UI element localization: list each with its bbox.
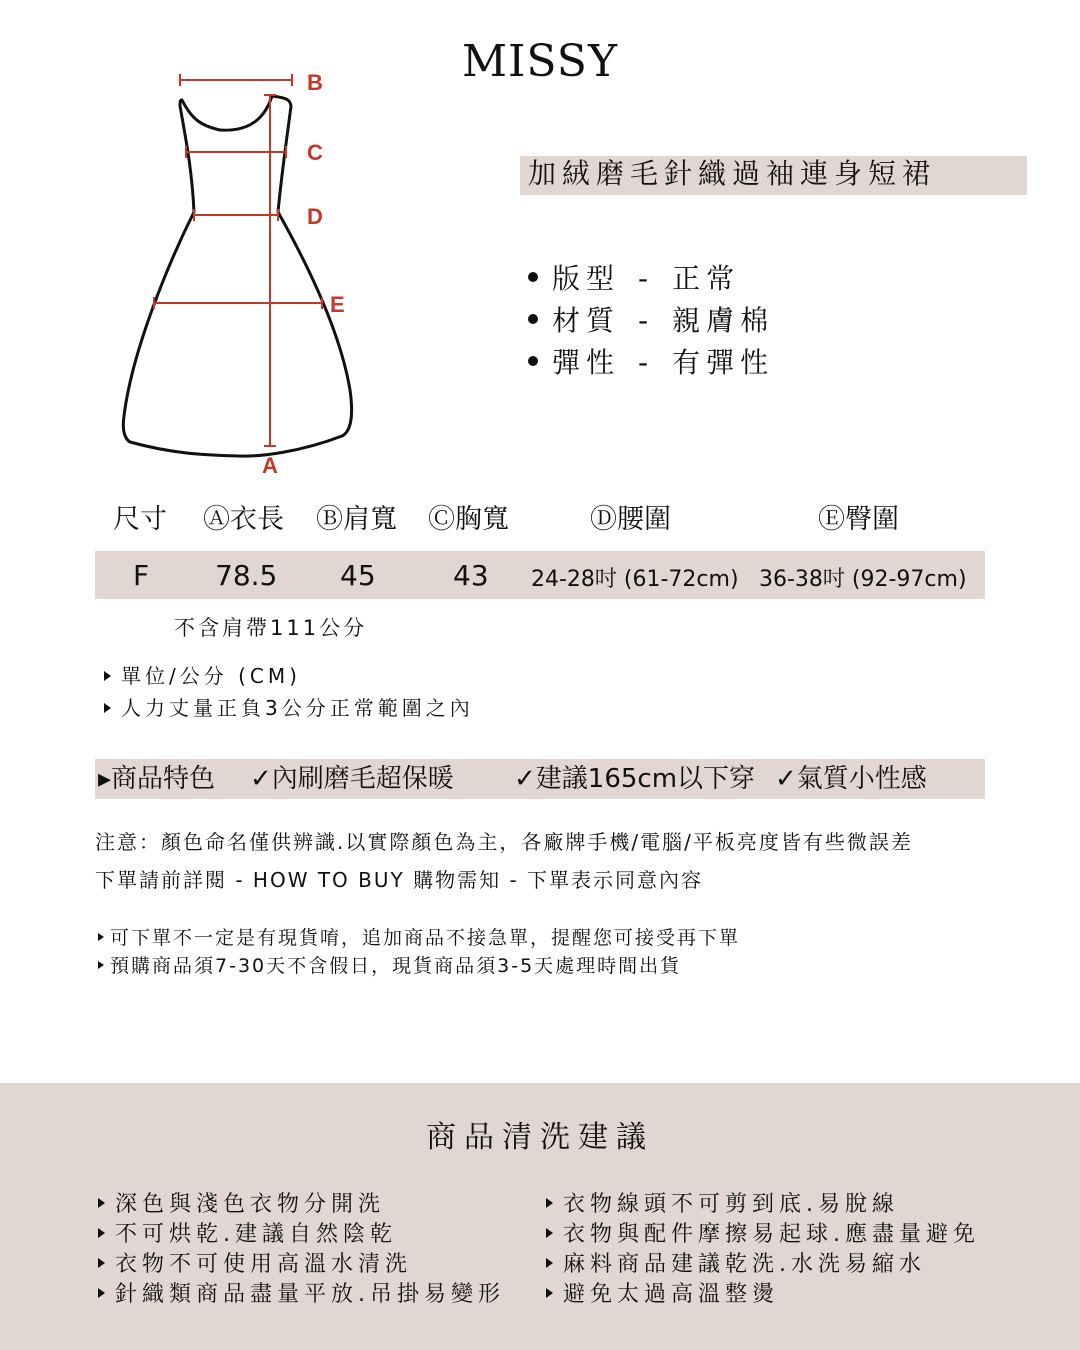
features-label: ▸商品特色 <box>98 764 216 794</box>
product-title: 加絨磨毛針織過袖連身短裙 <box>528 157 937 190</box>
triangle-bullet-icon <box>104 671 111 681</box>
list-item: 針織類商品盡量平放.吊掛易變形 <box>98 1280 505 1310</box>
label-d: D <box>307 204 323 229</box>
triangle-bullet-icon <box>546 1228 553 1238</box>
size-header-chest: Ⓒ胸寬 <box>428 504 509 535</box>
label-a: A <box>262 453 278 478</box>
triangle-bullet-icon <box>98 1288 105 1298</box>
list-item: 避免太過高溫整燙 <box>546 1280 980 1310</box>
list-item: 預購商品須7-30天不含假日，現貨商品須3-5天處理時間出貨 <box>98 952 740 980</box>
feature-item-2: ✓建議165cm以下穿 <box>514 764 756 794</box>
list-item: 不可烘乾.建議自然陰乾 <box>98 1220 505 1250</box>
size-header-hip: Ⓔ臀圍 <box>818 504 899 535</box>
brand-logo: MISSY <box>462 36 618 87</box>
wash-list-right <box>546 1190 980 1310</box>
dress-measurement-diagram <box>110 60 370 480</box>
property-item: 材質 - 親膚棉 <box>528 300 774 342</box>
list-item: 可下單不一定是有現貨唷，追加商品不接急單，提醒您可接受再下單 <box>98 924 740 952</box>
property-item: 彈性 - 有彈性 <box>528 342 774 384</box>
size-header-waist: Ⓓ腰圍 <box>590 504 671 535</box>
triangle-bullet-icon <box>546 1258 553 1268</box>
measure-line-a <box>264 95 276 446</box>
list-item: 深色與淺色衣物分開洗 <box>98 1190 505 1220</box>
feature-item-3: ✓氣質小性感 <box>775 764 927 794</box>
list-item: 麻料商品建議乾洗.水洗易縮水 <box>546 1250 980 1280</box>
wash-title: 商品清洗建議 <box>426 1120 654 1155</box>
size-header-shoulder: Ⓑ肩寬 <box>316 504 397 535</box>
measure-line-e <box>154 297 322 309</box>
feature-item-1: ✓內刷磨毛超保暖 <box>250 764 454 794</box>
size-header-length: Ⓐ衣長 <box>203 504 284 535</box>
size-cell-length: 78.5 <box>215 559 278 592</box>
list-item: 單位/公分 (CM) <box>104 660 474 692</box>
how-to-buy-notice: 下單請前詳閱 - HOW TO BUY 購物需知 - 下單表示同意內容 <box>95 868 704 892</box>
bullet-icon <box>528 356 538 366</box>
triangle-bullet-icon <box>546 1288 553 1298</box>
property-item: 版型 - 正常 <box>528 258 774 300</box>
bullet-icon <box>528 314 538 324</box>
label-b: B <box>307 70 323 95</box>
triangle-bullet-icon <box>98 1198 105 1208</box>
list-item: 人力丈量正負3公分正常範圍之內 <box>104 692 474 724</box>
size-cell-shoulder: 45 <box>340 559 376 592</box>
size-cell-size: F <box>133 559 150 592</box>
units-notes <box>104 660 474 724</box>
size-cell-chest: 43 <box>453 559 489 592</box>
list-item: 衣物線頭不可剪到底.易脫線 <box>546 1190 980 1220</box>
triangle-bullet-icon <box>104 703 111 713</box>
size-header-size: 尺寸 <box>113 504 167 535</box>
product-properties <box>528 258 774 384</box>
order-notes <box>98 924 740 980</box>
triangle-bullet-icon <box>98 933 104 941</box>
list-item: 衣物與配件摩擦易起球.應盡量避免 <box>546 1220 980 1250</box>
measure-line-b <box>180 74 292 86</box>
list-item: 衣物不可使用高溫水清洗 <box>98 1250 505 1280</box>
label-c: C <box>307 140 323 165</box>
wash-list-left <box>98 1190 505 1310</box>
color-notice: 注意：顏色命名僅供辨識.以實際顏色為主，各廠牌手機/電腦/平板亮度皆有些微誤差 <box>95 830 913 854</box>
triangle-bullet-icon <box>98 1258 105 1268</box>
size-cell-hip: 36-38吋 (92-97cm) <box>759 567 967 592</box>
triangle-bullet-icon <box>98 1228 105 1238</box>
strap-note: 不含肩帶111公分 <box>174 616 368 640</box>
bullet-icon <box>528 272 538 282</box>
label-e: E <box>330 292 345 317</box>
triangle-bullet-icon <box>546 1198 553 1208</box>
measure-line-d <box>194 209 278 221</box>
size-cell-waist: 24-28吋 (61-72cm) <box>531 567 739 592</box>
triangle-bullet-icon <box>98 961 104 969</box>
